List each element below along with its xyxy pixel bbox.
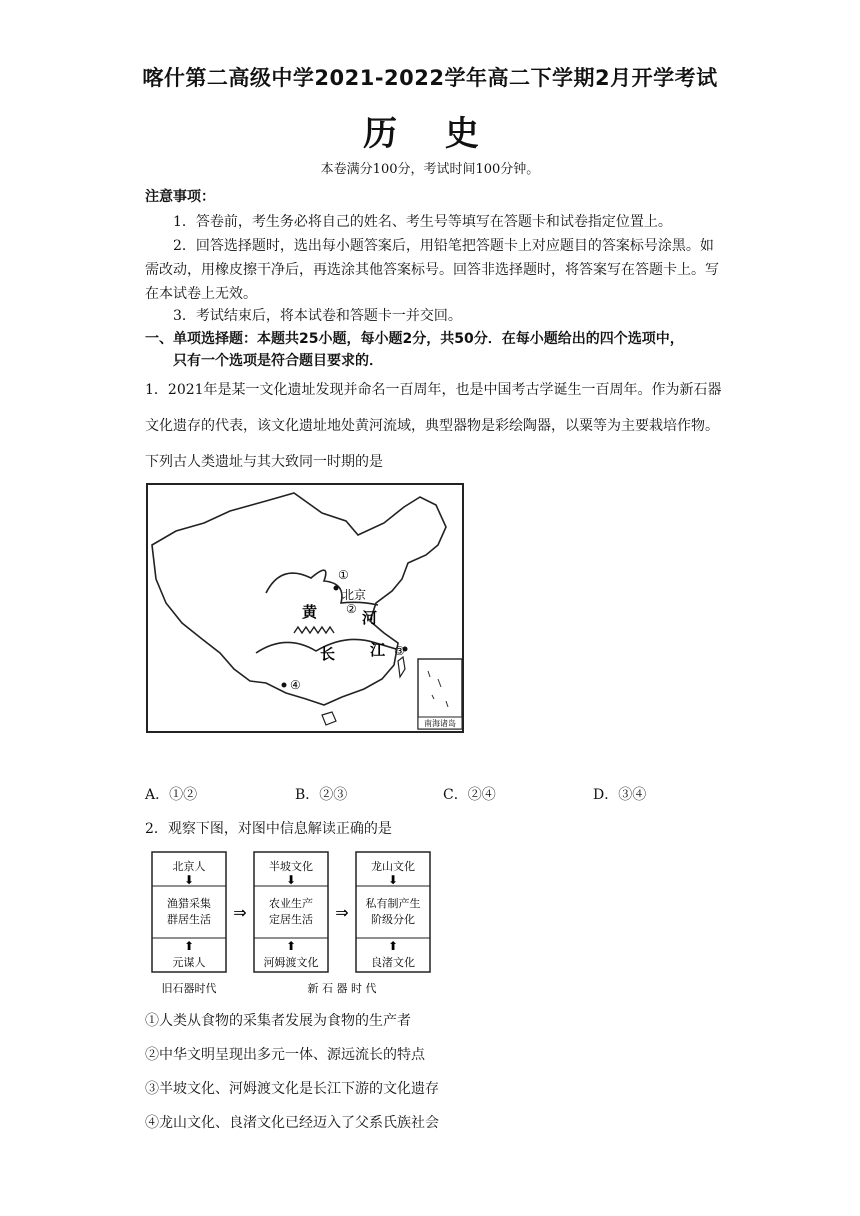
col1-bottom: 元谋人 [172,956,206,969]
site-1-dot [334,586,339,591]
section-heading-line2: 只有一个选项是符合题目要求的． [173,353,383,369]
col2-top: 半坡文化 [269,860,313,873]
inset-label: 南海诸岛 [424,719,456,728]
exam-meta: 本卷满分100分，考试时间100分钟。 [320,162,540,177]
exam-title: 喀什第二高级中学2021-2022学年高二下学期2月开学考试 [142,66,718,90]
up-arrow-icon: ⬆ [387,939,399,953]
right-arrow-icon: ⇒ [335,903,349,922]
label-chang: 长 [320,645,336,663]
label-he: 河 [362,609,378,627]
col1-top: 北京人 [172,860,206,873]
civilization-flow-diagram [150,850,440,1000]
marker-3: ③ [394,644,405,658]
notice-item-2: 2．回答选择题时，选出每小题答案后，用铅笔把答题卡上对应题目的答案标号涂黑。如需改动，用橡皮擦干净后，再选涂其他答案标号。回答非选择题时，将答案写在答题卡上。写在本试卷上无效。 [145,238,719,302]
caption-neolithic: 新 石 器 时 代 [307,982,377,995]
option-c[interactable]: C．②④ [443,787,496,803]
question-1-stem: 1．2021年是某一文化遗址发现并命名一百周年，也是中国考古学诞生一百周年。作为新石器文化遗存的代表，该文化遗址地处黄河流域，典型器物是彩绘陶器，以粟等为主要栽培作物。下列古人类遗址与其大致同一时期的是 [145,382,722,470]
col2-bottom: 河姆渡文化 [263,956,319,969]
site-4-dot [282,683,287,688]
caption-paleolithic: 旧石器时代 [161,982,217,995]
col3-top: 龙山文化 [371,860,415,873]
col2-mid1: 农业生产 [269,897,313,910]
col1-mid1: 渔猎采集 [167,897,211,910]
down-arrow-icon: ⬇ [183,873,195,887]
question-2-stem: 2．观察下图，对图中信息解读正确的是 [145,821,392,837]
col3-mid1: 私有制产生 [365,897,421,910]
col3-bottom: 良渚文化 [371,956,415,969]
option-d[interactable]: D．③④ [593,787,647,803]
notice-item-3: 3．考试结束后，将本试卷和答题卡一并交回。 [173,308,462,324]
col2-mid2: 定居生活 [269,913,313,926]
statement-2: ②中华文明呈现出多元一体、源远流长的特点 [145,1047,425,1063]
section-heading [145,328,735,372]
down-arrow-icon: ⬇ [285,873,297,887]
col1-mid2: 群居生活 [167,913,211,926]
statement-1: ①人类从食物的采集者发展为食物的生产者 [145,1013,411,1029]
column-paleolithic [152,852,226,972]
label-jiang: 江 [370,641,386,659]
statement-4: ④龙山文化、良渚文化已经迈入了父系氏族社会 [145,1115,439,1131]
up-arrow-icon: ⬆ [183,939,195,953]
col3-mid2: 阶级分化 [371,913,415,926]
column-neolithic-early [254,852,328,972]
marker-4: ④ [290,678,301,692]
china-map [146,483,464,733]
subject-title: 历 史 [363,114,497,154]
marker-2: ② [346,602,357,616]
section-heading-line1: 一、单项选择题：本题共25小题，每小题2分，共50分．在每小题给出的四个选项中， [145,331,684,347]
label-huang: 黄 [302,603,318,621]
notice-item-1: 1．答卷前，考生务必将自己的姓名、考生号等填写在答题卡和试卷指定位置上。 [173,214,672,230]
option-b[interactable]: B．②③ [295,787,348,803]
column-neolithic-late [356,852,430,972]
marker-1: ① [338,568,349,582]
up-arrow-icon: ⬆ [285,939,297,953]
label-beijing: 北京 [342,588,367,602]
option-a[interactable]: A．①② [145,787,198,803]
statement-3: ③半坡文化、河姆渡文化是长江下游的文化遗存 [145,1081,439,1097]
notice-heading: 注意事项： [145,189,215,205]
down-arrow-icon: ⬇ [387,873,399,887]
right-arrow-icon: ⇒ [233,903,247,922]
